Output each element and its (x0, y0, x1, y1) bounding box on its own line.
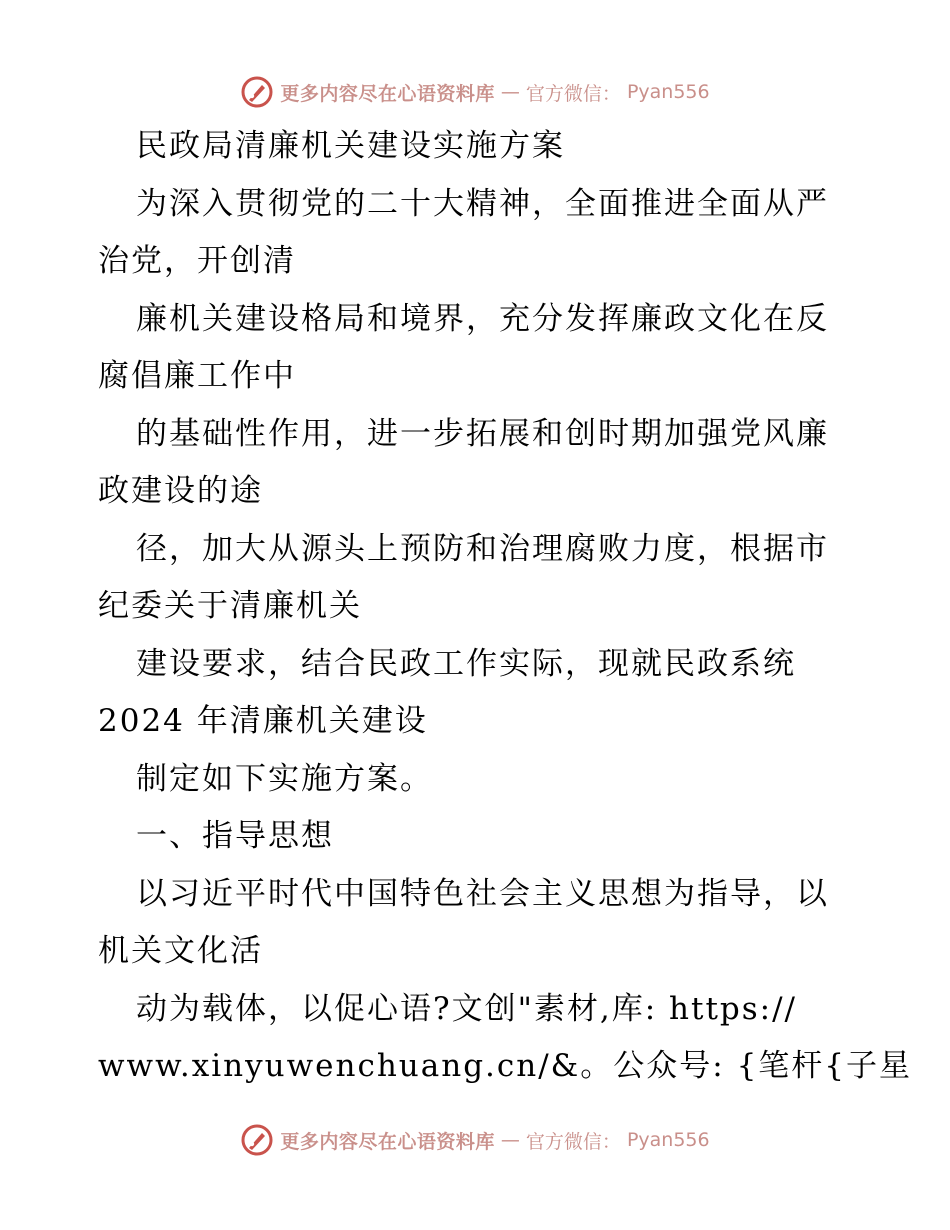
banner-separator: — (500, 81, 520, 103)
banner-wechat-id: Pyan556 (626, 81, 710, 103)
footer-watermark-banner (0, 1120, 950, 1160)
text-line: 机关文化活 (98, 933, 263, 969)
text-line: 一、指导思想 (136, 818, 334, 854)
banner-text: 更多内容尽在心语资料库 (280, 82, 495, 105)
header-watermark-banner (0, 72, 950, 112)
text-line: 的基础性作用，进一步拓展和创时期加强党风廉 (136, 415, 829, 452)
text-line: 2024 年清廉机关建设 (98, 703, 428, 739)
text-line: www.xinyuwenchuang.cn/&。公众号: {笔杆{子星 (98, 1048, 913, 1084)
banner-wechat-label: 官方微信： (525, 82, 621, 105)
text-line: 径，加大从源头上预防和治理腐败力度，根据市 (136, 530, 829, 567)
text-line: 政建设的途 (98, 473, 263, 509)
text-line: 腐倡廉工作中 (98, 358, 296, 394)
text-line: 纪委关于清廉机关 (98, 588, 362, 624)
text-line: 制定如下实施方案。 (136, 760, 433, 797)
banner-wechat-id: Pyan556 (626, 1129, 710, 1151)
banner-text: 更多内容尽在心语资料库 (280, 1130, 495, 1153)
text-line: 建设要求，结合民政工作实际，现就民政系统 (136, 645, 796, 682)
text-line: 廉机关建设格局和境界，充分发挥廉政文化在反 (136, 300, 829, 337)
text-line: 治党，开创清 (98, 243, 296, 279)
banner-wechat-label: 官方微信： (525, 1130, 621, 1153)
text-line: 动为载体，以促心语?文创"素材,库: https:// (136, 990, 797, 1027)
banner-separator: — (500, 1129, 520, 1151)
document-body (98, 118, 913, 1096)
text-line: 为深入贯彻党的二十大精神，全面推进全面从严 (136, 185, 829, 222)
pen-circle-logo-icon (240, 1123, 274, 1157)
pen-circle-logo-icon (240, 75, 274, 109)
text-line: 民政局清廉机关建设实施方案 (136, 128, 565, 164)
text-line: 以习近平时代中国特色社会主义思想为指导，以 (136, 875, 829, 912)
